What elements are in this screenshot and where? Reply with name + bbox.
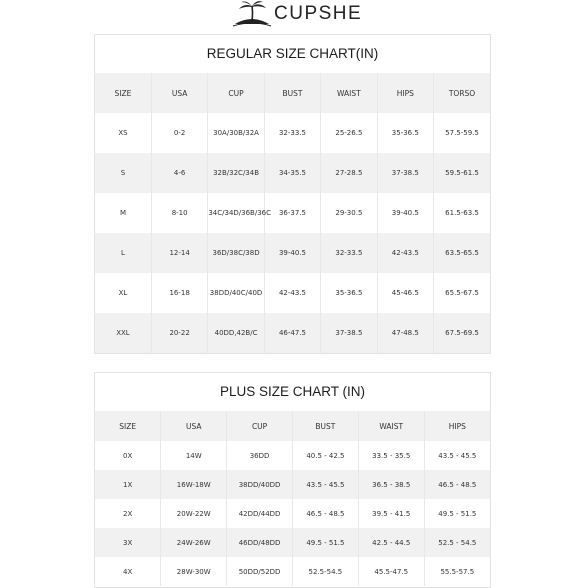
- table-cell: 37-38.5: [321, 313, 377, 353]
- table-cell: 67.5-69.5: [445, 329, 479, 337]
- table-cell: 36D/38C/38D: [208, 233, 264, 273]
- table-cell: 39-40.5: [264, 233, 320, 273]
- table-cell: 46-47.5: [264, 313, 320, 353]
- table-cell: 52.5 - 54.5: [438, 538, 477, 547]
- table-cell: 43.5 - 45.5: [292, 470, 358, 499]
- table-row: [95, 233, 490, 273]
- table-cell: 50DD/52DD: [227, 557, 293, 586]
- table-cell: XL: [95, 273, 151, 313]
- brand-logo: [232, 0, 362, 28]
- table-cell: 14W: [161, 441, 227, 470]
- table-row: [95, 153, 490, 193]
- table-cell: 49.5 - 51.5: [438, 509, 477, 518]
- table-header-row: [95, 411, 490, 441]
- table-row: [95, 313, 490, 353]
- table-cell: 65.5-67.5: [445, 289, 479, 297]
- table-header-row: [95, 73, 490, 113]
- table-row: [95, 113, 490, 153]
- table-row: [95, 528, 490, 557]
- table-cell: 38DD/40C/40D: [208, 273, 264, 313]
- table-cell: 35-36.5: [377, 113, 433, 153]
- column-header: BUST: [264, 73, 320, 113]
- table-cell: 42-43.5: [377, 233, 433, 273]
- table-cell: 61.5-63.5: [445, 209, 479, 217]
- table-cell: 1X: [95, 470, 161, 499]
- table-cell: 4X: [95, 557, 161, 586]
- table-cell: 20W-22W: [161, 499, 227, 528]
- palm-island-icon: [232, 0, 272, 28]
- column-header: HIPS: [448, 421, 466, 431]
- table-cell: 32-33.5: [321, 233, 377, 273]
- table-cell: 27-28.5: [321, 153, 377, 193]
- column-header: WAIST: [358, 411, 424, 441]
- table-cell: 35-36.5: [321, 273, 377, 313]
- table-cell: 16-18: [151, 273, 207, 313]
- table-cell: 39.5 - 41.5: [358, 499, 424, 528]
- table-row: [95, 273, 490, 313]
- table-row: [95, 441, 490, 470]
- table-cell: 0-2: [151, 113, 207, 153]
- table-cell: 46DD/48DD: [227, 528, 293, 557]
- plus-chart-title: PLUS SIZE CHART (IN): [219, 384, 366, 399]
- table-row: [95, 499, 490, 528]
- table-cell: S: [95, 153, 151, 193]
- plus-size-table: [95, 411, 490, 586]
- table-cell: 46.5 - 48.5: [292, 499, 358, 528]
- table-cell: 55.5-57.5: [440, 567, 475, 576]
- table-cell: 42DD/44DD: [227, 499, 293, 528]
- table-cell: L: [95, 233, 151, 273]
- table-cell: 34-35.5: [264, 153, 320, 193]
- column-header: CUP: [227, 411, 293, 441]
- table-cell: 3X: [95, 528, 161, 557]
- column-header: HIPS: [377, 73, 433, 113]
- table-row: [95, 557, 490, 586]
- column-header: SIZE: [95, 411, 161, 441]
- table-cell: 59.5-61.5: [445, 169, 479, 177]
- table-cell: 38DD/40DD: [227, 470, 293, 499]
- table-cell: 42.5 - 44.5: [358, 528, 424, 557]
- table-cell: 37-38.5: [377, 153, 433, 193]
- brand-name: CUPSHE: [274, 3, 363, 24]
- table-cell: 32-33.5: [264, 113, 320, 153]
- table-cell: 45.5-47.5: [358, 557, 424, 586]
- table-cell: 25-26.5: [321, 113, 377, 153]
- column-header: USA: [151, 73, 207, 113]
- table-cell: 57.5-59.5: [445, 129, 479, 137]
- table-row: [95, 193, 490, 233]
- plus-size-chart: [94, 372, 491, 588]
- table-cell: 40.5 - 42.5: [292, 441, 358, 470]
- table-cell: 63.5-65.5: [445, 249, 479, 257]
- table-cell: 20-22: [151, 313, 207, 353]
- table-cell: 29-30.5: [321, 193, 377, 233]
- table-cell: 45-46.5: [377, 273, 433, 313]
- table-cell: 33.5 - 35.5: [358, 441, 424, 470]
- table-cell: 36.5 - 38.5: [358, 470, 424, 499]
- table-cell: 4-6: [151, 153, 207, 193]
- table-cell: 8-10: [151, 193, 207, 233]
- table-cell: 32B/32C/34B: [208, 153, 264, 193]
- column-header: SIZE: [95, 73, 151, 113]
- table-cell: 24W-26W: [161, 528, 227, 557]
- table-row: [95, 470, 490, 499]
- table-cell: XS: [95, 113, 151, 153]
- table-cell: 43.5 - 45.5: [438, 451, 477, 460]
- table-cell: 40DD,42B/C: [208, 313, 264, 353]
- table-cell: 42-43.5: [264, 273, 320, 313]
- regular-chart-title: REGULAR SIZE CHART(IN): [206, 46, 379, 61]
- column-header: TORSO: [448, 88, 476, 98]
- column-header: USA: [161, 411, 227, 441]
- column-header: CUP: [208, 73, 264, 113]
- table-cell: 39-40.5: [377, 193, 433, 233]
- table-cell: 52.5-54.5: [292, 557, 358, 586]
- table-cell: 2X: [95, 499, 161, 528]
- table-cell: 49.5 - 51.5: [292, 528, 358, 557]
- table-cell: 16W-18W: [161, 470, 227, 499]
- table-cell: 28W-30W: [161, 557, 227, 586]
- regular-size-table: [95, 73, 490, 353]
- table-cell: 36-37.5: [264, 193, 320, 233]
- table-cell: 36DD: [227, 441, 293, 470]
- table-cell: XXL: [95, 313, 151, 353]
- table-cell: 0X: [95, 441, 161, 470]
- column-header: WAIST: [321, 73, 377, 113]
- table-cell: 34C/34D/36B/36C: [208, 193, 264, 233]
- table-cell: 30A/30B/32A: [208, 113, 264, 153]
- table-cell: M: [95, 193, 151, 233]
- table-cell: 47-48.5: [377, 313, 433, 353]
- table-cell: 46.5 - 48.5: [438, 480, 477, 489]
- regular-size-chart: [94, 34, 491, 354]
- table-cell: 12-14: [151, 233, 207, 273]
- column-header: BUST: [292, 411, 358, 441]
